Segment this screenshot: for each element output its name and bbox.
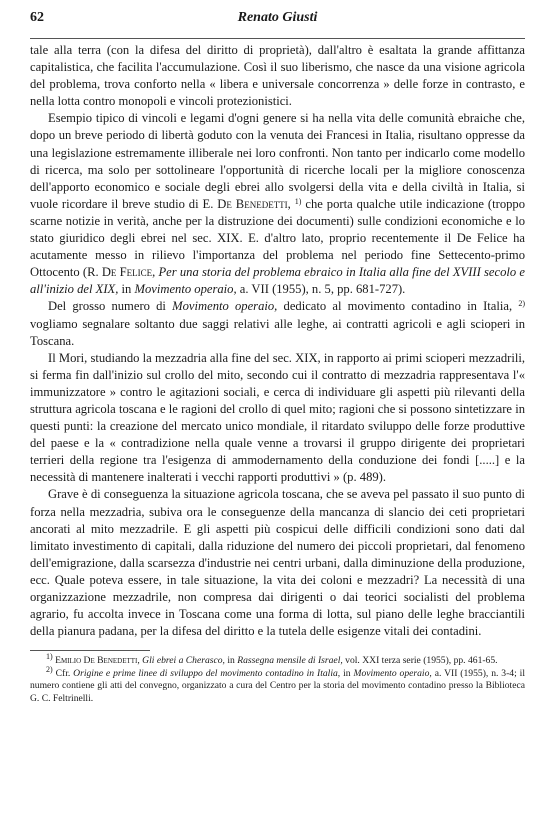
- page-body: [30, 42, 525, 640]
- paragraph-2: [30, 110, 525, 298]
- paragraph-1: tale alla terra (con la difesa del diritto di proprietà), dall'altro è esaltata la grande affittanza capitalistica, che facilita l'accumulazione. Così il suo liberismo, che nasce da una visione agricola del problema, trova conforto nella « libera e universale concorrenza » delle forze in contrasto, e nella lotta contro monopoli e vincoli protezionistici.: [30, 43, 525, 109]
- footnote-1-mark: 1): [46, 652, 53, 662]
- page-number: 62: [30, 10, 44, 25]
- footnote-1-text-a: in: [224, 655, 238, 667]
- footnote-divider: [30, 650, 150, 651]
- paragraph-3-text-c: vogliamo segnalare soltanto due saggi relativi alle leghe, ai contratti agricoli e agli scioperi in Toscana.: [30, 316, 525, 348]
- paragraph-2-text-b: che porta qualche utile indicazione (troppo scarne notizie in verità, anche per la distruzione dei documenti) sulle condizioni economiche e lo stato giuridico degli ebrei nel sec. XIX. E. d'altro lato, proprio recentemente il De Felice ha acutamente messo in rilievo l'importanza del problema nel periodo fine Settecento-primo Ottocento (: [30, 196, 526, 280]
- footnote-1-journal: Rassegna mensile di Israel,: [237, 655, 343, 667]
- footnote-1: [30, 652, 525, 667]
- footnote-2-text-a: Cfr.: [55, 667, 74, 679]
- paragraph-2-text-c: in: [118, 282, 135, 297]
- footnote-ref-2: 2): [518, 299, 525, 309]
- footnote-2-text-c: a. VII (1955), n. 3-4; il numero contiene gli atti del convegno, organizzato a cura del Centro per la storia del movimento contadino presso la Biblioteca G. C. Feltrinelli.: [30, 667, 525, 704]
- paragraph-2-text-a: Esempio tipico di vincoli e legami d'ogni genere si ha nella vita delle comunità ebraiche che, dopo un breve periodo di libertà goduto con la venuta dei Francesi in Italia, risultano oppresse da una legislazione estremamente illiberale nei loro confronti. Non tanto per indicarlo come modello di ricerca, ma solo per sottolineare l'opportunità di ricerche locali per la migliore conoscenza dell'apporto economico e sociale degli ebrei allo svolgersi della vita e della civiltà in Italia, si vuole ricordare il breve studio di: [30, 111, 525, 211]
- paragraph-3-text-b: dedicato al movimento contadino in Italia,: [277, 299, 519, 314]
- footnote-2-journal: Movimento operaio,: [353, 667, 432, 679]
- paragraph-4: Il Mori, studiando la mezzadria alla fine del sec. XIX, in rapporto ai primi scioperi mezzadrili, si ferma fin dall'inizio sul crollo del mito, secondo cui il contratto di mezzadria rappresentava l'« immunizzatore » contro le agitazioni sociali, e cerca di individuare gli aspetti più rilevanti della struttura agricola toscana e le ragioni del crollo di quel mito; ragioni che si possono sintetizzare in questi punti: la creazione del mercato unico mondiale, il ritardato sviluppo delle forze produttive del paese e la « contradizione nella quale venne a trovarsi il gruppo dirigente dei proprietari terrieri della regione tra l'esigenza di ammodernamento della conduzione dei fondi [.....] e la necessità di mantenere inalterati i vecchi rapporti produttivi » (p. 489).: [30, 350, 525, 485]
- title-storia-problema-ebraico: Per una storia del problema ebraico in Italia alla fine del XVIII secolo e all'inizio del XIX,: [30, 265, 525, 297]
- footnote-2-title: Origine e prime linee di sviluppo del movimento contadino in Italia,: [73, 667, 341, 679]
- footnote-2-text-b: in: [340, 667, 354, 679]
- running-head: Renato Giusti: [237, 10, 318, 25]
- footnote-1-title: Gli ebrei a Cherasco,: [139, 655, 225, 667]
- paragraph-2-text-d: a. VII (1955), n. 5, pp. 681-727).: [236, 282, 406, 297]
- footnote-2: [30, 664, 525, 705]
- paragraph-3: [30, 298, 525, 349]
- book-page: [30, 8, 525, 705]
- footnote-ref-1: 1): [294, 196, 302, 206]
- footnotes: [30, 652, 525, 705]
- journal-movimento-operaio: Movimento operaio,: [134, 282, 237, 297]
- paragraph-3-text-a: Del grosso numero di: [48, 299, 173, 314]
- author-de-felice: R. De Felice,: [87, 265, 156, 280]
- journal-movimento-operaio: Movimento operaio,: [172, 299, 278, 314]
- footnote-2-mark: 2): [46, 664, 53, 674]
- footnote-1-author: Emilio De Benedetti,: [55, 655, 140, 667]
- page-header: [30, 8, 525, 39]
- footnote-1-text-b: vol. XXI terza serie (1955), pp. 461-65.: [342, 655, 498, 667]
- paragraph-5: Grave è di conseguenza la situazione agricola toscana, che se aveva pel passato il suo punto di forza nella mezzadria, subiva ora le conseguenze della mancanza di slancio dei ceti proprietari ancorati al mito mezzadrile. E gli aspetti più cospicui delle difficili condizioni sono dati dal limitato investimento di capitali, dalla riduzione del numero dei piccoli proprietari, dal fenomeno dell'emigrazione, dalla scarsezza d'industrie nei centri urbani, dalla diminuzione della produzione, ecc. Quale poteva essere, in tale situazione, la vita dei coloni e mezzadri? La necessità di una organizzazione mezzadrile, non compresa dai dirigenti o dai teorici socialisti del problema agrario, fu accolta invece in Toscana come una forma di lotta, sul piano delle leghe bracciantili della pianura padana, per la difesa del diritto e la tutela delle esigenze vitali dei contadini.: [30, 487, 525, 639]
- author-de-benedetti: E. De Benedetti,: [202, 196, 291, 211]
